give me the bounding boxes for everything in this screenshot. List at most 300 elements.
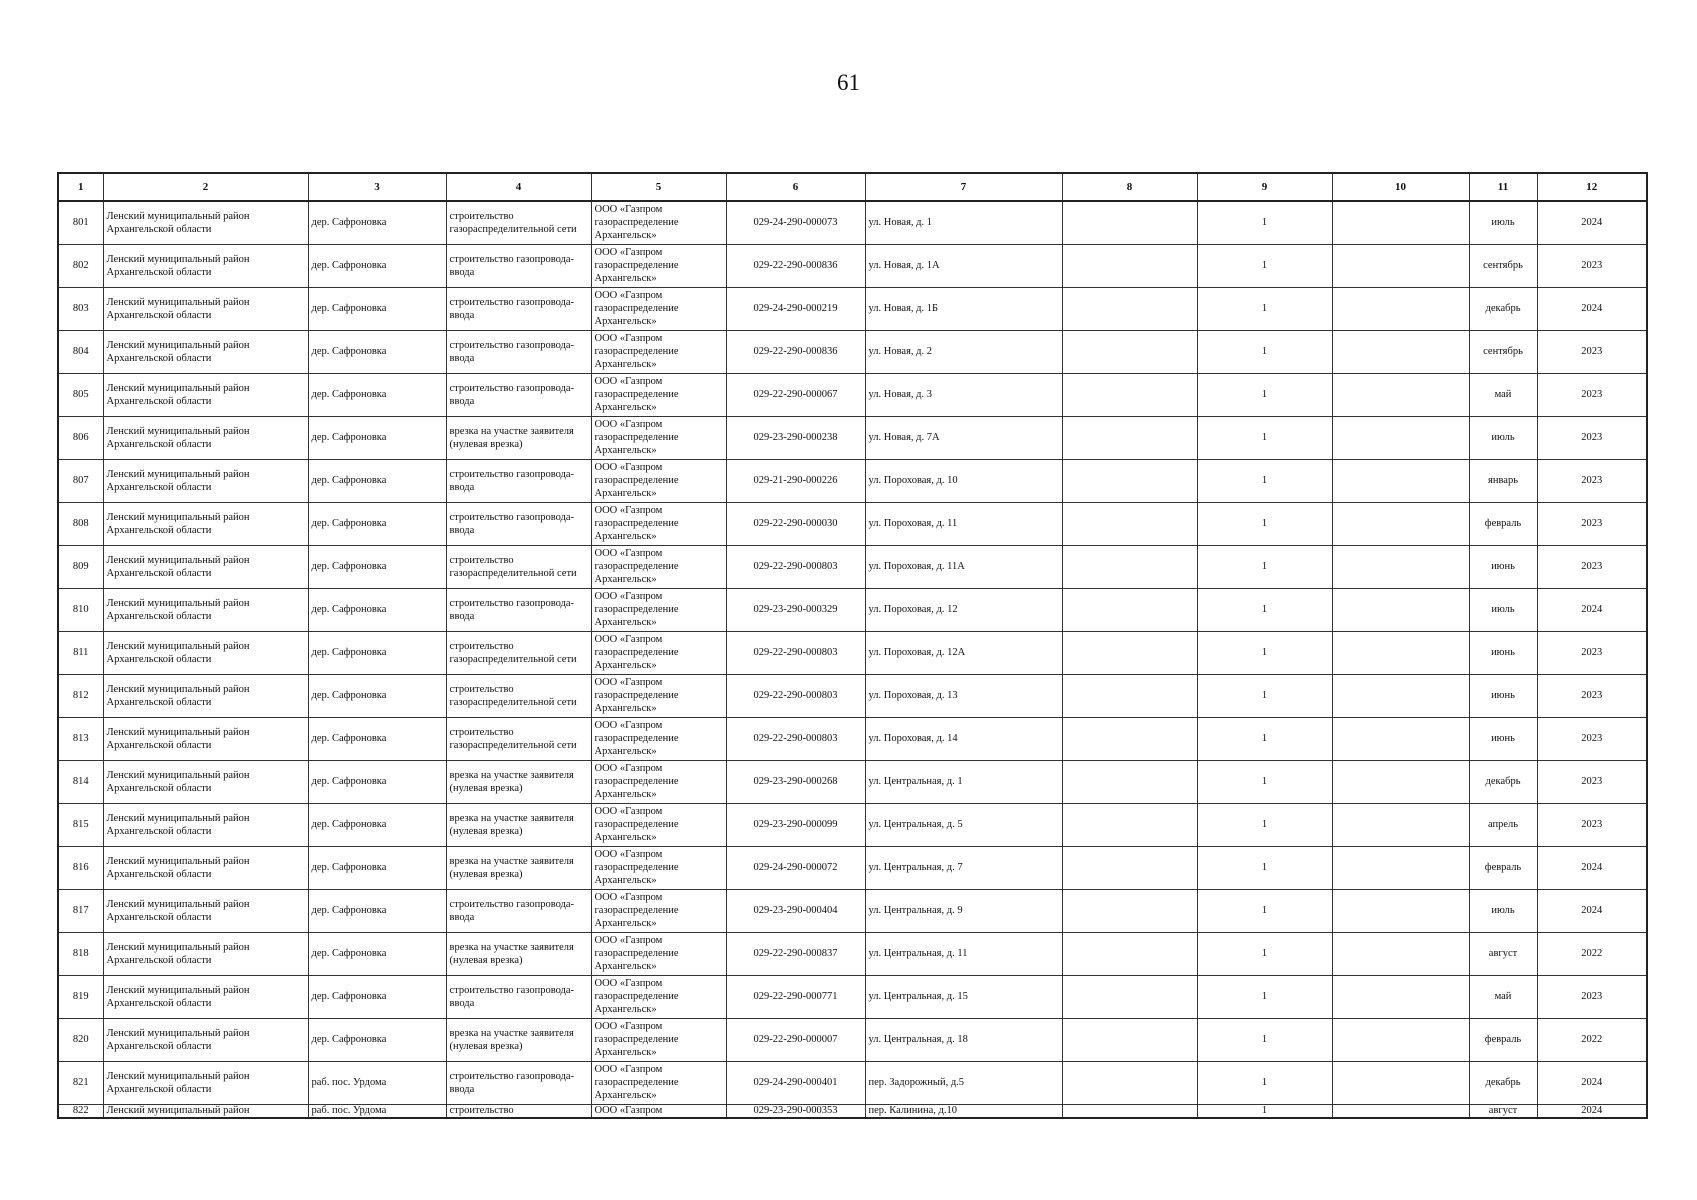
column-10-cell xyxy=(1332,1018,1469,1061)
count-cell: 1 xyxy=(1197,975,1332,1018)
registration-code-cell: 029-22-290-000067 xyxy=(726,373,865,416)
settlement-cell: дер. Сафроновка xyxy=(308,975,446,1018)
settlement-cell: дер. Сафроновка xyxy=(308,760,446,803)
registration-code-cell: 029-22-290-000803 xyxy=(726,717,865,760)
settlement-cell: раб. пос. Урдома xyxy=(308,1104,446,1118)
district-cell: Ленский муниципальный район Архангельской области xyxy=(103,373,308,416)
column-8-cell xyxy=(1062,1018,1197,1061)
district-cell: Ленский муниципальный район Архангельской области xyxy=(103,803,308,846)
count-cell: 1 xyxy=(1197,416,1332,459)
work-type-cell: строительство газопровода-ввода xyxy=(446,1061,591,1104)
column-8-cell xyxy=(1062,846,1197,889)
row-number-cell: 813 xyxy=(58,717,103,760)
registration-code-cell: 029-23-290-000404 xyxy=(726,889,865,932)
year-cell: 2023 xyxy=(1537,975,1647,1018)
work-type-cell: строительство газопровода-ввода xyxy=(446,287,591,330)
table-row xyxy=(58,803,1647,846)
count-cell: 1 xyxy=(1197,932,1332,975)
address-cell: пер. Калинина, д.10 xyxy=(865,1104,1062,1118)
district-cell: Ленский муниципальный район Архангельской области xyxy=(103,416,308,459)
column-header: 7 xyxy=(865,173,1062,201)
settlement-cell: дер. Сафроновка xyxy=(308,932,446,975)
settlement-cell: дер. Сафроновка xyxy=(308,674,446,717)
registration-code-cell: 029-22-290-000007 xyxy=(726,1018,865,1061)
count-cell: 1 xyxy=(1197,330,1332,373)
work-type-cell: строительство газопровода-ввода xyxy=(446,975,591,1018)
count-cell: 1 xyxy=(1197,373,1332,416)
count-cell: 1 xyxy=(1197,287,1332,330)
row-number-cell: 805 xyxy=(58,373,103,416)
month-cell: май xyxy=(1469,975,1537,1018)
year-cell: 2023 xyxy=(1537,674,1647,717)
address-cell: ул. Новая, д. 1 xyxy=(865,201,1062,244)
column-header: 3 xyxy=(308,173,446,201)
year-cell: 2023 xyxy=(1537,373,1647,416)
column-header: 4 xyxy=(446,173,591,201)
settlement-cell: дер. Сафроновка xyxy=(308,717,446,760)
column-10-cell xyxy=(1332,631,1469,674)
column-8-cell xyxy=(1062,932,1197,975)
month-cell: февраль xyxy=(1469,1018,1537,1061)
district-cell: Ленский муниципальный район xyxy=(103,1104,308,1118)
count-cell: 1 xyxy=(1197,760,1332,803)
registration-code-cell: 029-23-290-000353 xyxy=(726,1104,865,1118)
work-type-cell: строительство газораспределительной сети xyxy=(446,674,591,717)
settlement-cell: дер. Сафроновка xyxy=(308,244,446,287)
organization-cell: ООО «Газпром газораспределение Архангельск» xyxy=(591,760,726,803)
registration-code-cell: 029-21-290-000226 xyxy=(726,459,865,502)
column-10-cell xyxy=(1332,932,1469,975)
table-row xyxy=(58,1061,1647,1104)
column-10-cell xyxy=(1332,416,1469,459)
column-8-cell xyxy=(1062,201,1197,244)
table-row xyxy=(58,975,1647,1018)
month-cell: июль xyxy=(1469,588,1537,631)
year-cell: 2023 xyxy=(1537,244,1647,287)
organization-cell: ООО «Газпром xyxy=(591,1104,726,1118)
organization-cell: ООО «Газпром газораспределение Архангельск» xyxy=(591,803,726,846)
address-cell: ул. Центральная, д. 15 xyxy=(865,975,1062,1018)
month-cell: июнь xyxy=(1469,717,1537,760)
work-type-cell: врезка на участке заявителя (нулевая врезка) xyxy=(446,932,591,975)
column-header: 10 xyxy=(1332,173,1469,201)
organization-cell: ООО «Газпром газораспределение Архангельск» xyxy=(591,502,726,545)
address-cell: ул. Пороховая, д. 11А xyxy=(865,545,1062,588)
column-10-cell xyxy=(1332,330,1469,373)
count-cell: 1 xyxy=(1197,1018,1332,1061)
row-number-cell: 818 xyxy=(58,932,103,975)
work-type-cell: строительство газопровода-ввода xyxy=(446,373,591,416)
count-cell: 1 xyxy=(1197,1104,1332,1118)
address-cell: пер. Задорожный, д.5 xyxy=(865,1061,1062,1104)
registration-code-cell: 029-23-290-000268 xyxy=(726,760,865,803)
column-header: 2 xyxy=(103,173,308,201)
address-cell: ул. Центральная, д. 11 xyxy=(865,932,1062,975)
year-cell: 2022 xyxy=(1537,932,1647,975)
registration-code-cell: 029-22-290-000030 xyxy=(726,502,865,545)
column-8-cell xyxy=(1062,416,1197,459)
column-8-cell xyxy=(1062,330,1197,373)
table-row xyxy=(58,330,1647,373)
district-cell: Ленский муниципальный район Архангельской области xyxy=(103,889,308,932)
settlement-cell: дер. Сафроновка xyxy=(308,588,446,631)
organization-cell: ООО «Газпром газораспределение Архангельск» xyxy=(591,1018,726,1061)
column-10-cell xyxy=(1332,287,1469,330)
column-10-cell xyxy=(1332,975,1469,1018)
work-type-cell: врезка на участке заявителя (нулевая врезка) xyxy=(446,760,591,803)
count-cell: 1 xyxy=(1197,201,1332,244)
work-type-cell: врезка на участке заявителя (нулевая врезка) xyxy=(446,416,591,459)
month-cell: август xyxy=(1469,1104,1537,1118)
registration-code-cell: 029-24-290-000072 xyxy=(726,846,865,889)
address-cell: ул. Центральная, д. 5 xyxy=(865,803,1062,846)
table-row xyxy=(58,545,1647,588)
column-10-cell xyxy=(1332,459,1469,502)
table-row xyxy=(58,1104,1647,1118)
district-cell: Ленский муниципальный район Архангельской области xyxy=(103,201,308,244)
column-8-cell xyxy=(1062,803,1197,846)
table-body xyxy=(58,201,1647,1118)
registration-code-cell: 029-23-290-000099 xyxy=(726,803,865,846)
column-8-cell xyxy=(1062,588,1197,631)
district-cell: Ленский муниципальный район Архангельской области xyxy=(103,975,308,1018)
work-type-cell: врезка на участке заявителя (нулевая врезка) xyxy=(446,846,591,889)
table-row xyxy=(58,1018,1647,1061)
organization-cell: ООО «Газпром газораспределение Архангельск» xyxy=(591,287,726,330)
work-type-cell: строительство газопровода-ввода xyxy=(446,502,591,545)
table-row xyxy=(58,502,1647,545)
address-cell: ул. Пороховая, д. 11 xyxy=(865,502,1062,545)
work-type-cell: строительство газопровода-ввода xyxy=(446,889,591,932)
work-type-cell: строительство газораспределительной сети xyxy=(446,717,591,760)
work-type-cell: строительство газопровода-ввода xyxy=(446,459,591,502)
address-cell: ул. Центральная, д. 7 xyxy=(865,846,1062,889)
organization-cell: ООО «Газпром газораспределение Архангельск» xyxy=(591,201,726,244)
column-8-cell xyxy=(1062,975,1197,1018)
year-cell: 2024 xyxy=(1537,1104,1647,1118)
column-10-cell xyxy=(1332,717,1469,760)
organization-cell: ООО «Газпром газораспределение Архангельск» xyxy=(591,416,726,459)
organization-cell: ООО «Газпром газораспределение Архангельск» xyxy=(591,330,726,373)
organization-cell: ООО «Газпром газораспределение Архангельск» xyxy=(591,545,726,588)
month-cell: февраль xyxy=(1469,846,1537,889)
work-type-cell: строительство газопровода-ввода xyxy=(446,244,591,287)
month-cell: декабрь xyxy=(1469,287,1537,330)
row-number-cell: 822 xyxy=(58,1104,103,1118)
address-cell: ул. Центральная, д. 9 xyxy=(865,889,1062,932)
column-header: 6 xyxy=(726,173,865,201)
settlement-cell: раб. пос. Урдома xyxy=(308,1061,446,1104)
year-cell: 2024 xyxy=(1537,201,1647,244)
address-cell: ул. Новая, д. 1А xyxy=(865,244,1062,287)
row-number-cell: 821 xyxy=(58,1061,103,1104)
registration-code-cell: 029-24-290-000401 xyxy=(726,1061,865,1104)
address-cell: ул. Новая, д. 1Б xyxy=(865,287,1062,330)
column-header: 5 xyxy=(591,173,726,201)
settlement-cell: дер. Сафроновка xyxy=(308,502,446,545)
settlement-cell: дер. Сафроновка xyxy=(308,201,446,244)
registration-code-cell: 029-22-290-000771 xyxy=(726,975,865,1018)
district-cell: Ленский муниципальный район Архангельской области xyxy=(103,459,308,502)
column-10-cell xyxy=(1332,373,1469,416)
row-number-cell: 812 xyxy=(58,674,103,717)
work-type-cell: строительство газопровода-ввода xyxy=(446,588,591,631)
organization-cell: ООО «Газпром газораспределение Архангельск» xyxy=(591,889,726,932)
district-cell: Ленский муниципальный район Архангельской области xyxy=(103,330,308,373)
year-cell: 2023 xyxy=(1537,760,1647,803)
row-number-cell: 809 xyxy=(58,545,103,588)
work-type-cell: строительство газораспределительной сети xyxy=(446,545,591,588)
work-type-cell: строительство газопровода-ввода xyxy=(446,330,591,373)
column-10-cell xyxy=(1332,1104,1469,1118)
organization-cell: ООО «Газпром газораспределение Архангельск» xyxy=(591,631,726,674)
month-cell: апрель xyxy=(1469,803,1537,846)
month-cell: июль xyxy=(1469,889,1537,932)
row-number-cell: 819 xyxy=(58,975,103,1018)
registration-code-cell: 029-22-290-000803 xyxy=(726,631,865,674)
month-cell: сентябрь xyxy=(1469,330,1537,373)
registration-code-cell: 029-23-290-000238 xyxy=(726,416,865,459)
row-number-cell: 811 xyxy=(58,631,103,674)
column-header: 1 xyxy=(58,173,103,201)
year-cell: 2024 xyxy=(1537,287,1647,330)
column-10-cell xyxy=(1332,545,1469,588)
month-cell: сентябрь xyxy=(1469,244,1537,287)
table-row xyxy=(58,201,1647,244)
count-cell: 1 xyxy=(1197,545,1332,588)
district-cell: Ленский муниципальный район Архангельской области xyxy=(103,287,308,330)
count-cell: 1 xyxy=(1197,588,1332,631)
settlement-cell: дер. Сафроновка xyxy=(308,459,446,502)
column-10-cell xyxy=(1332,588,1469,631)
organization-cell: ООО «Газпром газораспределение Архангельск» xyxy=(591,932,726,975)
column-10-cell xyxy=(1332,1061,1469,1104)
registration-code-cell: 029-22-290-000836 xyxy=(726,330,865,373)
registration-code-cell: 029-22-290-000836 xyxy=(726,244,865,287)
organization-cell: ООО «Газпром газораспределение Архангельск» xyxy=(591,846,726,889)
table-row xyxy=(58,287,1647,330)
row-number-cell: 804 xyxy=(58,330,103,373)
count-cell: 1 xyxy=(1197,502,1332,545)
address-cell: ул. Центральная, д. 18 xyxy=(865,1018,1062,1061)
organization-cell: ООО «Газпром газораспределение Архангельск» xyxy=(591,674,726,717)
table-row xyxy=(58,416,1647,459)
gasification-registry-table xyxy=(57,172,1648,1119)
address-cell: ул. Новая, д. 3 xyxy=(865,373,1062,416)
district-cell: Ленский муниципальный район Архангельской области xyxy=(103,760,308,803)
month-cell: декабрь xyxy=(1469,760,1537,803)
address-cell: ул. Пороховая, д. 10 xyxy=(865,459,1062,502)
row-number-cell: 807 xyxy=(58,459,103,502)
column-10-cell xyxy=(1332,803,1469,846)
registration-code-cell: 029-22-290-000803 xyxy=(726,545,865,588)
column-8-cell xyxy=(1062,1061,1197,1104)
column-10-cell xyxy=(1332,760,1469,803)
address-cell: ул. Новая, д. 7А xyxy=(865,416,1062,459)
row-number-cell: 808 xyxy=(58,502,103,545)
table-row xyxy=(58,932,1647,975)
organization-cell: ООО «Газпром газораспределение Архангельск» xyxy=(591,588,726,631)
year-cell: 2023 xyxy=(1537,803,1647,846)
address-cell: ул. Пороховая, д. 14 xyxy=(865,717,1062,760)
organization-cell: ООО «Газпром газораспределение Архангельск» xyxy=(591,459,726,502)
year-cell: 2023 xyxy=(1537,717,1647,760)
row-number-cell: 820 xyxy=(58,1018,103,1061)
page-number: 61 xyxy=(837,70,860,95)
table-row xyxy=(58,717,1647,760)
address-cell: ул. Пороховая, д. 13 xyxy=(865,674,1062,717)
year-cell: 2024 xyxy=(1537,588,1647,631)
table-row xyxy=(58,889,1647,932)
count-cell: 1 xyxy=(1197,717,1332,760)
month-cell: август xyxy=(1469,932,1537,975)
settlement-cell: дер. Сафроновка xyxy=(308,330,446,373)
work-type-cell: строительство газораспределительной сети xyxy=(446,201,591,244)
district-cell: Ленский муниципальный район Архангельской области xyxy=(103,932,308,975)
table-row xyxy=(58,459,1647,502)
row-number-cell: 814 xyxy=(58,760,103,803)
address-cell: ул. Пороховая, д. 12 xyxy=(865,588,1062,631)
count-cell: 1 xyxy=(1197,244,1332,287)
row-number-cell: 817 xyxy=(58,889,103,932)
count-cell: 1 xyxy=(1197,889,1332,932)
year-cell: 2022 xyxy=(1537,1018,1647,1061)
year-cell: 2024 xyxy=(1537,1061,1647,1104)
row-number-cell: 816 xyxy=(58,846,103,889)
month-cell: июль xyxy=(1469,416,1537,459)
row-number-cell: 803 xyxy=(58,287,103,330)
column-header: 11 xyxy=(1469,173,1537,201)
count-cell: 1 xyxy=(1197,631,1332,674)
work-type-cell: врезка на участке заявителя (нулевая врезка) xyxy=(446,803,591,846)
column-10-cell xyxy=(1332,846,1469,889)
count-cell: 1 xyxy=(1197,459,1332,502)
month-cell: июнь xyxy=(1469,631,1537,674)
year-cell: 2023 xyxy=(1537,459,1647,502)
table-row xyxy=(58,631,1647,674)
year-cell: 2024 xyxy=(1537,846,1647,889)
column-8-cell xyxy=(1062,502,1197,545)
count-cell: 1 xyxy=(1197,846,1332,889)
organization-cell: ООО «Газпром газораспределение Архангельск» xyxy=(591,373,726,416)
year-cell: 2023 xyxy=(1537,631,1647,674)
month-cell: май xyxy=(1469,373,1537,416)
settlement-cell: дер. Сафроновка xyxy=(308,416,446,459)
month-cell: январь xyxy=(1469,459,1537,502)
year-cell: 2023 xyxy=(1537,502,1647,545)
district-cell: Ленский муниципальный район Архангельской области xyxy=(103,545,308,588)
column-8-cell xyxy=(1062,631,1197,674)
registration-code-cell: 029-23-290-000329 xyxy=(726,588,865,631)
settlement-cell: дер. Сафроновка xyxy=(308,545,446,588)
row-number-cell: 810 xyxy=(58,588,103,631)
column-8-cell xyxy=(1062,373,1197,416)
address-cell: ул. Новая, д. 2 xyxy=(865,330,1062,373)
column-10-cell xyxy=(1332,244,1469,287)
column-8-cell xyxy=(1062,287,1197,330)
organization-cell: ООО «Газпром газораспределение Архангельск» xyxy=(591,244,726,287)
column-10-cell xyxy=(1332,889,1469,932)
column-8-cell xyxy=(1062,1104,1197,1118)
column-8-cell xyxy=(1062,459,1197,502)
registration-code-cell: 029-24-290-000073 xyxy=(726,201,865,244)
year-cell: 2024 xyxy=(1537,889,1647,932)
column-10-cell xyxy=(1332,502,1469,545)
table-row xyxy=(58,588,1647,631)
column-10-cell xyxy=(1332,674,1469,717)
column-header: 9 xyxy=(1197,173,1332,201)
year-cell: 2023 xyxy=(1537,330,1647,373)
row-number-cell: 806 xyxy=(58,416,103,459)
month-cell: июнь xyxy=(1469,674,1537,717)
month-cell: февраль xyxy=(1469,502,1537,545)
settlement-cell: дер. Сафроновка xyxy=(308,803,446,846)
table-row xyxy=(58,846,1647,889)
count-cell: 1 xyxy=(1197,1061,1332,1104)
year-cell: 2023 xyxy=(1537,545,1647,588)
registration-code-cell: 029-22-290-000837 xyxy=(726,932,865,975)
settlement-cell: дер. Сафроновка xyxy=(308,373,446,416)
column-8-cell xyxy=(1062,545,1197,588)
settlement-cell: дер. Сафроновка xyxy=(308,287,446,330)
column-10-cell xyxy=(1332,201,1469,244)
district-cell: Ленский муниципальный район Архангельской области xyxy=(103,846,308,889)
year-cell: 2023 xyxy=(1537,416,1647,459)
address-cell: ул. Пороховая, д. 12А xyxy=(865,631,1062,674)
settlement-cell: дер. Сафроновка xyxy=(308,1018,446,1061)
month-cell: декабрь xyxy=(1469,1061,1537,1104)
month-cell: июль xyxy=(1469,201,1537,244)
work-type-cell: строительство xyxy=(446,1104,591,1118)
count-cell: 1 xyxy=(1197,803,1332,846)
month-cell: июнь xyxy=(1469,545,1537,588)
district-cell: Ленский муниципальный район Архангельской области xyxy=(103,1018,308,1061)
registration-code-cell: 029-24-290-000219 xyxy=(726,287,865,330)
table-row xyxy=(58,760,1647,803)
work-type-cell: врезка на участке заявителя (нулевая врезка) xyxy=(446,1018,591,1061)
column-8-cell xyxy=(1062,674,1197,717)
registration-code-cell: 029-22-290-000803 xyxy=(726,674,865,717)
district-cell: Ленский муниципальный район Архангельской области xyxy=(103,502,308,545)
column-header: 8 xyxy=(1062,173,1197,201)
organization-cell: ООО «Газпром газораспределение Архангельск» xyxy=(591,975,726,1018)
row-number-cell: 801 xyxy=(58,201,103,244)
district-cell: Ленский муниципальный район Архангельской области xyxy=(103,588,308,631)
work-type-cell: строительство газораспределительной сети xyxy=(446,631,591,674)
table-header-row xyxy=(58,173,1647,201)
table-row xyxy=(58,373,1647,416)
column-8-cell xyxy=(1062,889,1197,932)
organization-cell: ООО «Газпром газораспределение Архангельск» xyxy=(591,1061,726,1104)
column-8-cell xyxy=(1062,760,1197,803)
district-cell: Ленский муниципальный район Архангельской области xyxy=(103,717,308,760)
settlement-cell: дер. Сафроновка xyxy=(308,631,446,674)
column-header: 12 xyxy=(1537,173,1647,201)
column-8-cell xyxy=(1062,244,1197,287)
district-cell: Ленский муниципальный район Архангельской области xyxy=(103,244,308,287)
address-cell: ул. Центральная, д. 1 xyxy=(865,760,1062,803)
row-number-cell: 802 xyxy=(58,244,103,287)
settlement-cell: дер. Сафроновка xyxy=(308,889,446,932)
organization-cell: ООО «Газпром газораспределение Архангельск» xyxy=(591,717,726,760)
table-row xyxy=(58,674,1647,717)
district-cell: Ленский муниципальный район Архангельской области xyxy=(103,631,308,674)
table-row xyxy=(58,244,1647,287)
count-cell: 1 xyxy=(1197,674,1332,717)
settlement-cell: дер. Сафроновка xyxy=(308,846,446,889)
column-8-cell xyxy=(1062,717,1197,760)
row-number-cell: 815 xyxy=(58,803,103,846)
